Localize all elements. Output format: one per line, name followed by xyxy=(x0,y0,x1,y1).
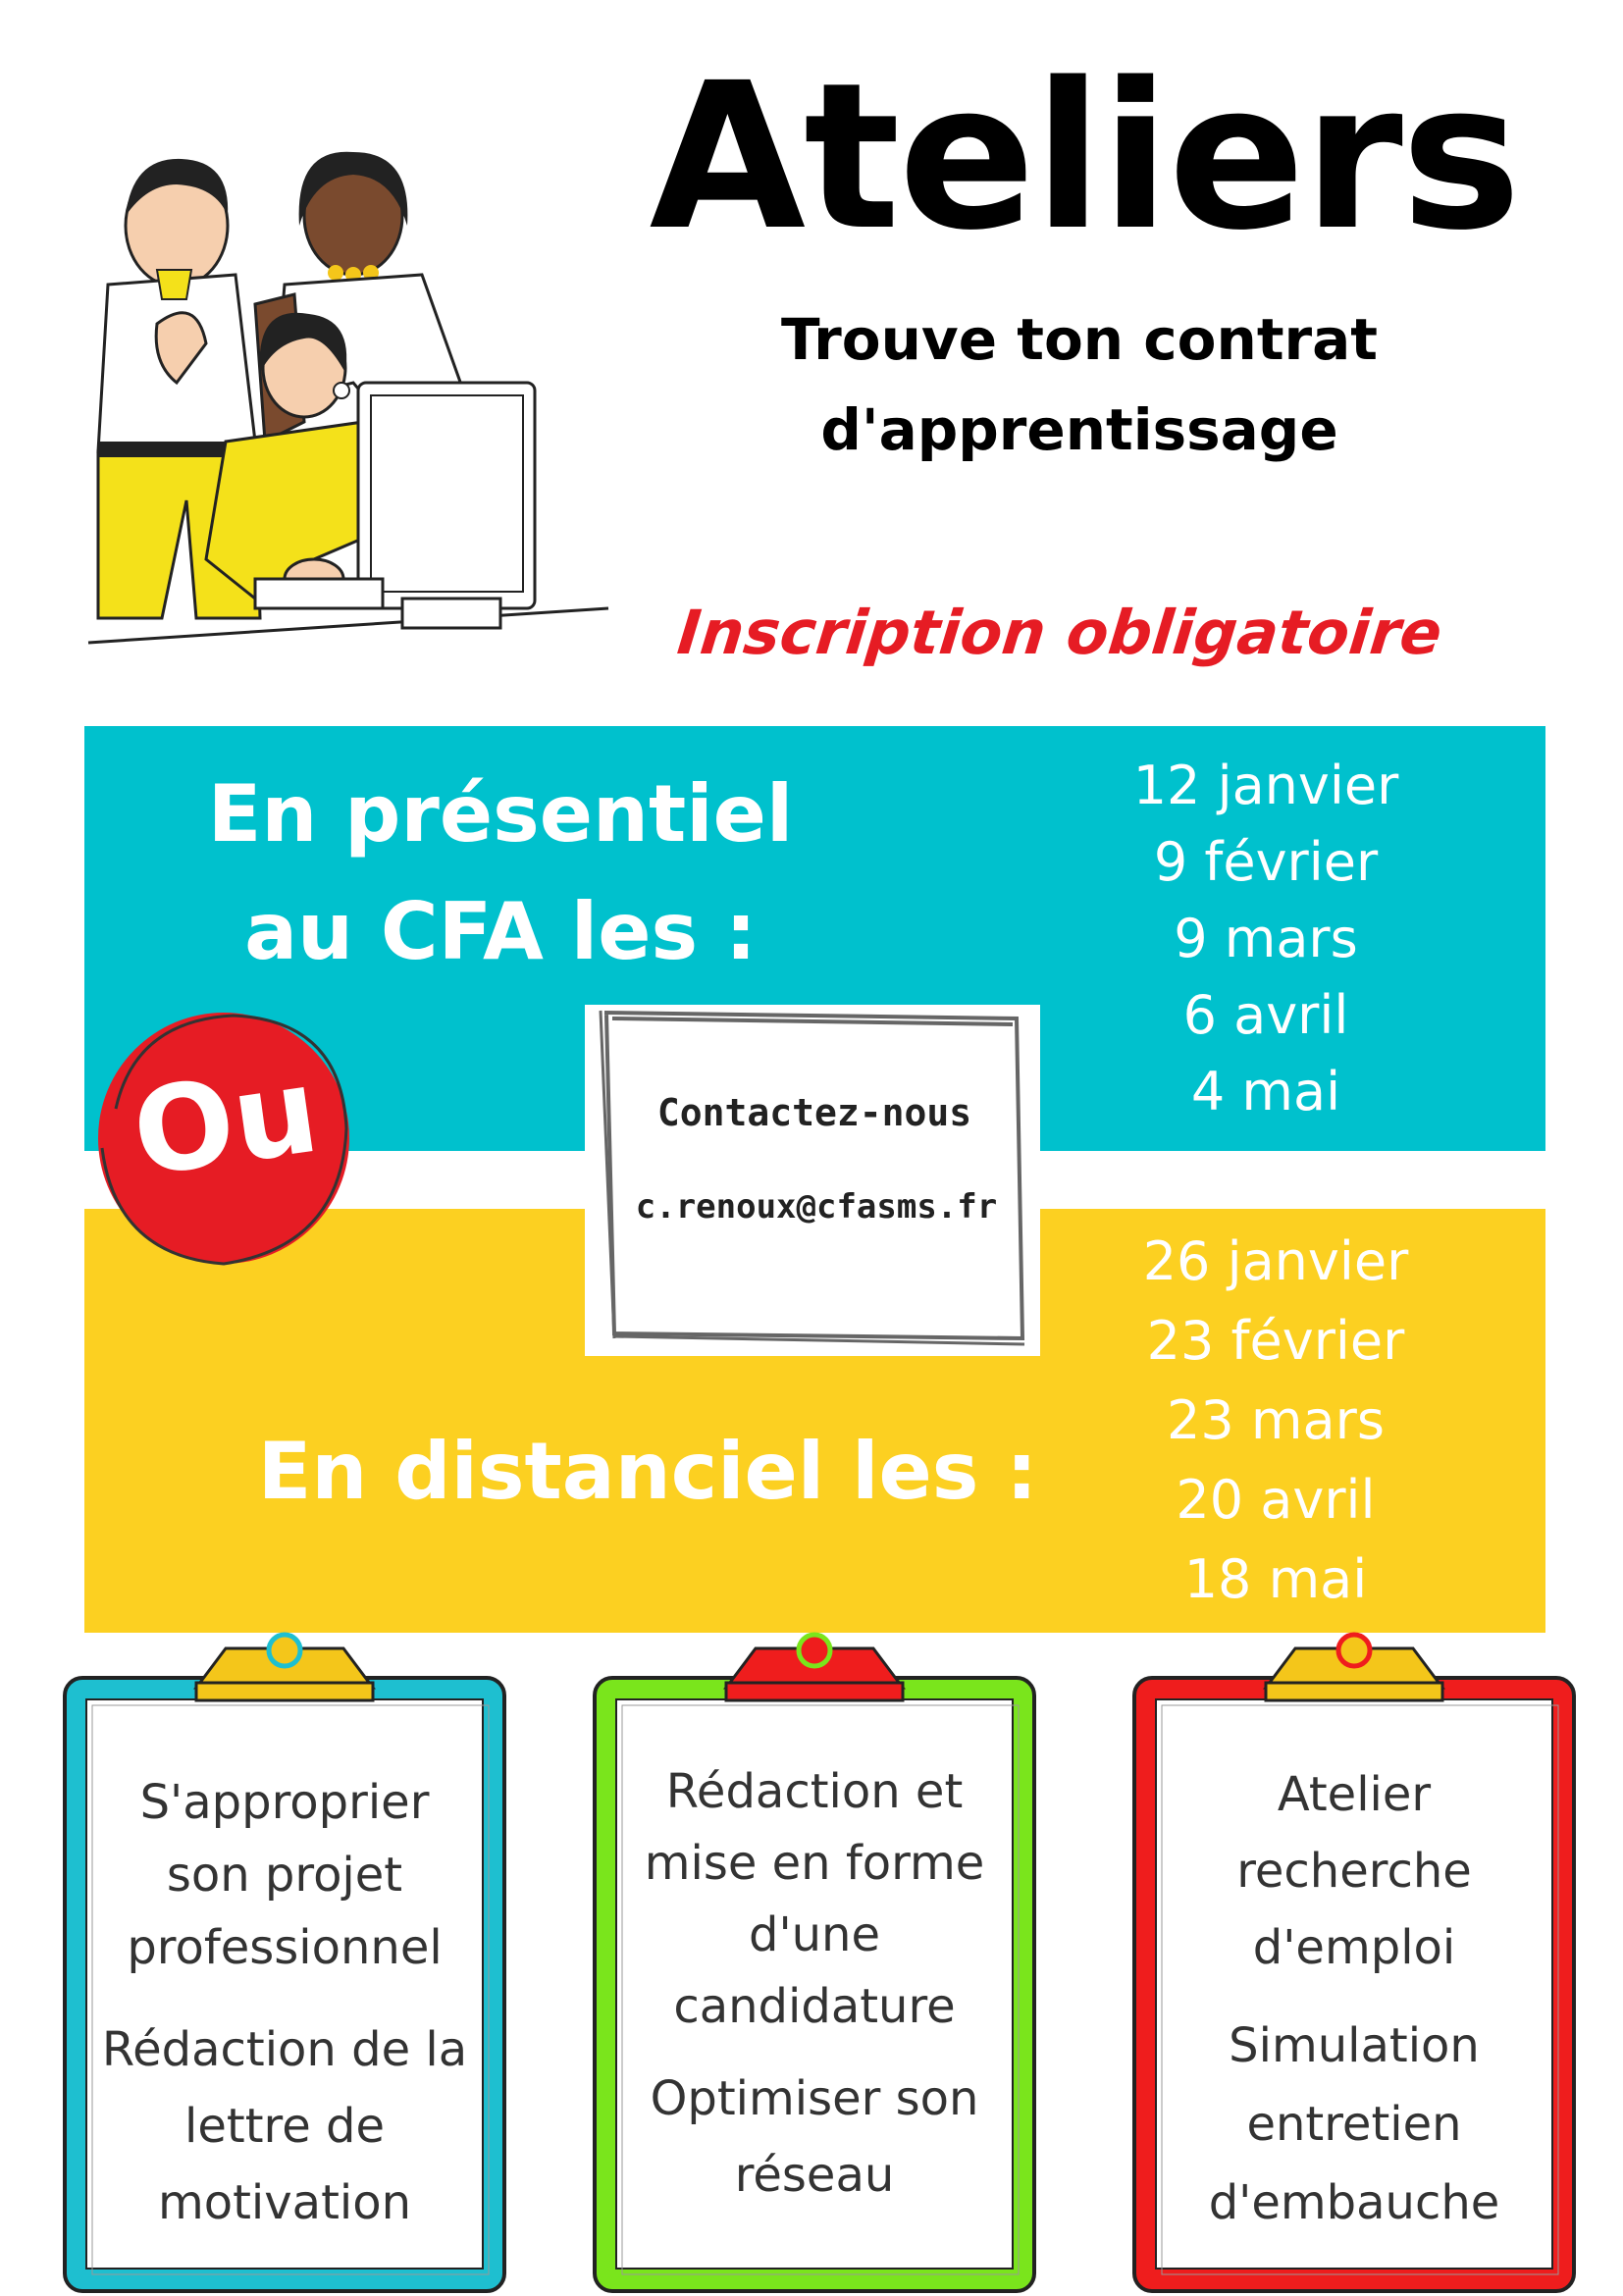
ou-separator-label: Ou xyxy=(125,1042,327,1204)
workshop-line: motivation xyxy=(157,2175,412,2230)
workshop-subtitle-2 xyxy=(589,2061,1040,2214)
workshop-card-3 xyxy=(1128,1629,1580,2296)
workshop-card-1 xyxy=(59,1629,510,2296)
workshop-subtitle-3 xyxy=(1128,2007,1580,2242)
date-item: 9 mars xyxy=(1174,908,1358,969)
workshop-line: candidature xyxy=(673,1979,956,2034)
workshop-title-3 xyxy=(1128,1756,1580,1986)
workshop-line: mise en forme xyxy=(644,1836,985,1891)
date-item: 6 avril xyxy=(1182,984,1349,1046)
workshop-line: lettre de xyxy=(184,2099,385,2154)
workshop-title-1 xyxy=(59,1766,510,1984)
workshop-subtitle-1 xyxy=(59,2011,510,2241)
presentiel-heading xyxy=(147,756,854,991)
workshop-line: Simulation xyxy=(1229,2018,1480,2073)
date-item: 26 janvier xyxy=(1142,1230,1409,1292)
presentiel-heading-line1: En présentiel xyxy=(207,768,794,860)
contact-frame xyxy=(585,1005,1040,1356)
people-illustration xyxy=(59,147,628,697)
workshop-line: Atelier xyxy=(1277,1767,1432,1822)
contact-email-link[interactable]: c.renoux@cfasms.fr xyxy=(635,1187,998,1226)
distanciel-heading: En distanciel les : xyxy=(257,1426,1038,1517)
workshop-line: recherche xyxy=(1236,1844,1472,1899)
workshop-line: Rédaction et xyxy=(665,1764,964,1819)
workshop-line: son projet xyxy=(166,1848,403,1903)
contact-label: Contactez-nous xyxy=(656,1091,972,1134)
workshop-line: réseau xyxy=(734,2148,895,2203)
workshop-line: S'approprier xyxy=(139,1775,430,1830)
page-title: Ateliers xyxy=(649,39,1520,275)
date-item: 4 mai xyxy=(1190,1061,1341,1122)
workshop-card-2 xyxy=(589,1629,1040,2296)
distanciel-dates xyxy=(1109,1222,1442,1619)
date-item: 12 janvier xyxy=(1132,755,1399,816)
workshop-title-2 xyxy=(589,1756,1040,2043)
presentiel-heading-line2: au CFA les : xyxy=(244,886,757,977)
workshop-line: entretien xyxy=(1246,2097,1462,2152)
presentiel-dates xyxy=(1099,748,1433,1130)
contact-box xyxy=(585,1005,1040,1356)
date-item: 20 avril xyxy=(1176,1469,1376,1531)
page-subtitle: Trouve ton contrat d'apprentissage xyxy=(780,306,1379,463)
workshop-line: d'embauche xyxy=(1208,2175,1500,2230)
workshop-line: Rédaction de la xyxy=(101,2022,468,2077)
date-item: 9 février xyxy=(1153,831,1379,893)
date-item: 23 février xyxy=(1146,1310,1405,1372)
date-item: 18 mai xyxy=(1183,1548,1368,1610)
workshop-line: professionnel xyxy=(127,1920,443,1975)
date-item: 23 mars xyxy=(1167,1389,1385,1451)
workshop-line: d'emploi xyxy=(1252,1920,1456,1975)
workshop-line: d'une xyxy=(748,1907,881,1962)
registration-notice: Inscription obligatoire xyxy=(674,597,1445,668)
workshop-line: Optimiser son xyxy=(650,2071,979,2126)
